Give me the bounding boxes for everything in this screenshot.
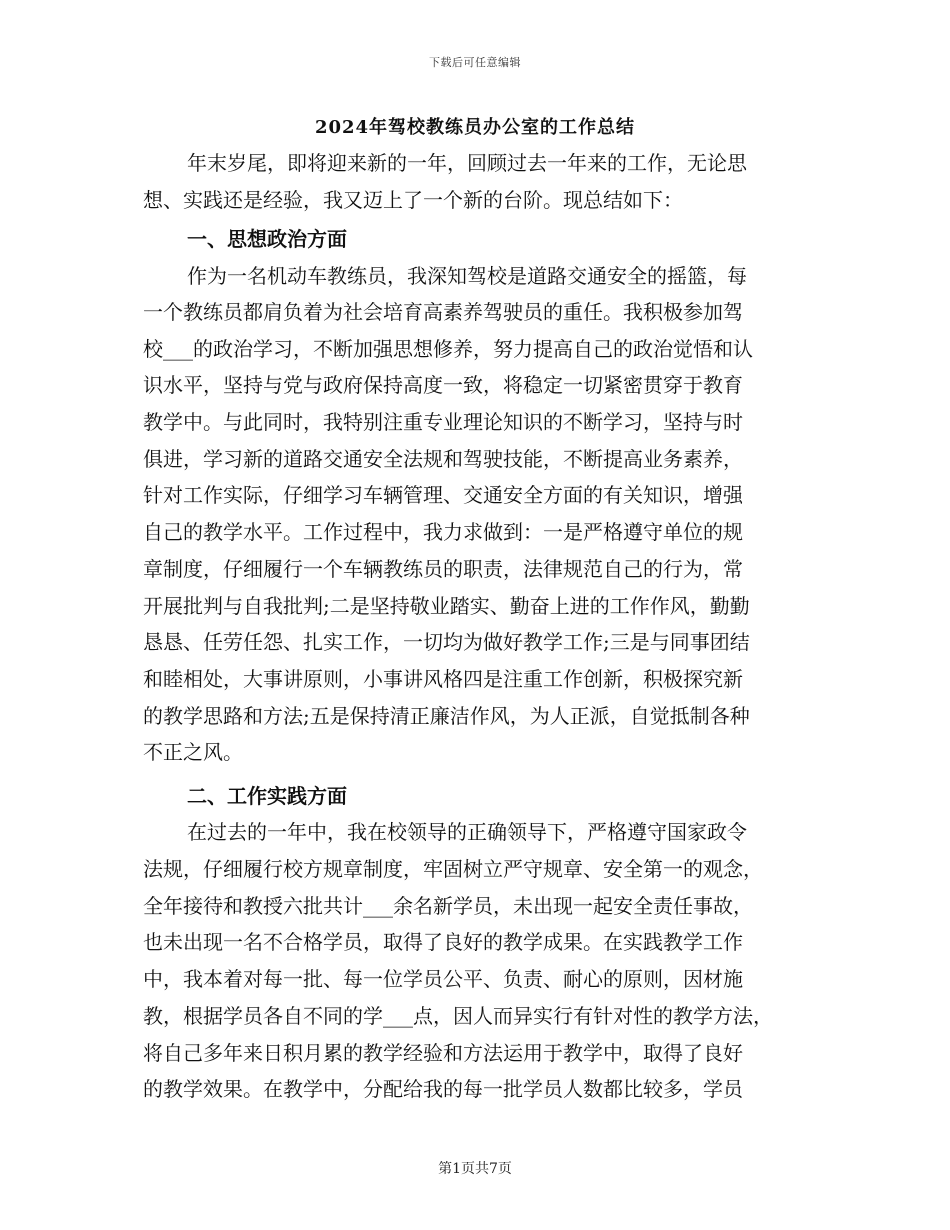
page-header-note: 下载后可任意编辑	[429, 56, 521, 69]
body-line: 俱进，学习新的道路交通安全法规和驾驶技能，不断提高业务素养，	[143, 447, 743, 471]
body-line: 恳恳、任劳任怨、扎实工作，一切均为做好教学工作;三是与同事团结	[143, 630, 750, 654]
page-footer-info: 第1页共7页	[438, 1161, 512, 1177]
section-heading: 二、工作实践方面	[187, 784, 347, 808]
body-line: 开展批判与自我批判;二是坚持敬业踏实、勤奋上进的工作作风，勤勤	[143, 594, 750, 618]
body-line: 教，根据学员各自不同的学___点，因人而异实行有针对性的教学方法，	[143, 1004, 773, 1028]
document-title: 2024年驾校教练员办公室的工作总结	[314, 117, 636, 138]
body-line: 一个教练员都肩负着为社会培育高素养驾驶员的重任。我积极参加驾	[143, 300, 743, 324]
body-line: 也未出现一名不合格学员，取得了良好的教学成果。在实践教学工作	[143, 930, 743, 954]
body-line: 识水平，坚持与党与政府保持高度一致，将稳定一切紧密贯穿于教育	[143, 373, 743, 397]
body-line: 想、实践还是经验，我又迈上了一个新的台阶。现总结如下：	[143, 188, 683, 212]
body-line: 章制度，仔细履行一个车辆教练员的职责，法律规范自己的行为，常	[143, 557, 743, 581]
body-line: 不正之风。	[143, 740, 243, 764]
body-line: 在过去的一年中，我在校领导的正确领导下，严格遵守国家政令	[187, 820, 747, 844]
body-line: 自己的教学水平。工作过程中，我力求做到：一是严格遵守单位的规	[143, 520, 743, 544]
body-line: 将自己多年来日积月累的教学经验和方法运用于教学中，取得了良好	[143, 1041, 743, 1065]
body-line: 法规，仔细履行校方规章制度，牢固树立严守规章、安全第一的观念，	[143, 857, 763, 881]
body-line: 中，我本着对每一批、每一位学员公平、负责、耐心的原则，因材施	[143, 967, 743, 991]
body-line: 和睦相处，大事讲原则，小事讲风格四是注重工作创新，积极探究新	[143, 667, 743, 691]
body-line: 的教学效果。在教学中，分配给我的每一批学员人数都比较多，学员	[143, 1077, 743, 1101]
body-line: 全年接待和教授六批共计___余名新学员，未出现一起安全责任事故，	[143, 894, 753, 918]
body-line: 的教学思路和方法;五是保持清正廉洁作风，为人正派，自觉抵制各种	[143, 704, 750, 728]
section-heading: 一、思想政治方面	[187, 227, 347, 251]
body-line: 教学中。与此同时，我特别注重专业理论知识的不断学习，坚持与时	[143, 410, 743, 434]
body-line: 校___的政治学习，不断加强思想修养，努力提高自己的政治觉悟和认	[143, 337, 753, 361]
body-line: 针对工作实际，仔细学习车辆管理、交通安全方面的有关知识，增强	[143, 483, 743, 507]
body-line: 作为一名机动车教练员，我深知驾校是道路交通安全的摇篮，每	[187, 264, 747, 288]
body-line: 年末岁尾，即将迎来新的一年，回顾过去一年来的工作，无论思	[187, 151, 747, 175]
